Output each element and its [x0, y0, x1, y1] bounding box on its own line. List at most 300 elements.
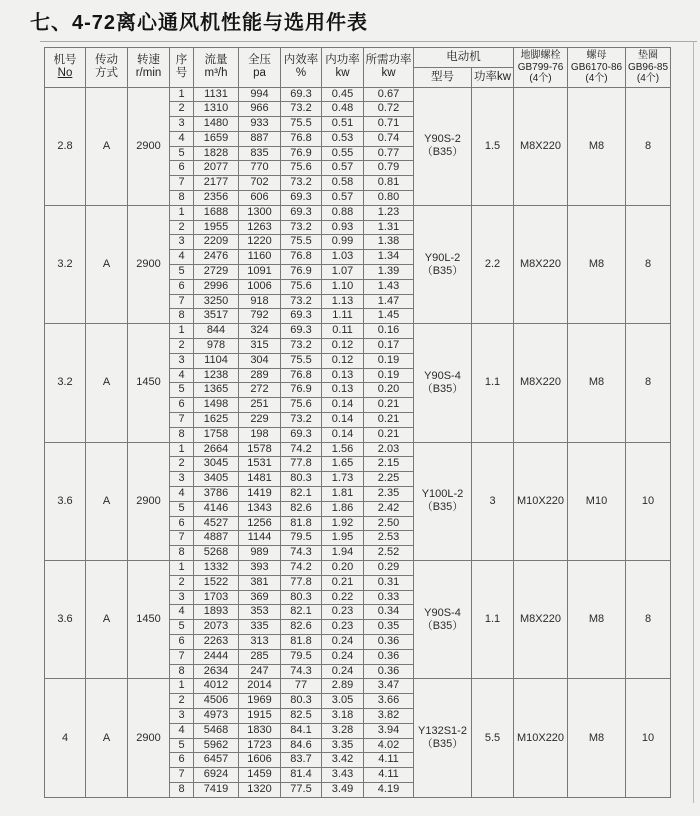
- cell-seq: 2: [170, 220, 194, 235]
- cell-seq: 1: [170, 205, 194, 220]
- cell-required-power: 4.11: [364, 753, 414, 768]
- cell-flow: 4527: [194, 516, 239, 531]
- cell-washer: 8: [626, 205, 671, 323]
- cell-flow: 2073: [194, 620, 239, 635]
- cell-internal-power: 0.24: [322, 649, 364, 664]
- motor-model-line1: Y100L-2: [421, 488, 464, 501]
- cell-required-power: 0.17: [364, 339, 414, 354]
- cell-flow: 1238: [194, 368, 239, 383]
- header-pressure-line1: 全压: [248, 54, 271, 67]
- cell-internal-power: 0.58: [322, 176, 364, 191]
- cell-internal-power: 1.10: [322, 279, 364, 294]
- cell-efficiency: 82.1: [281, 487, 322, 502]
- cell-efficiency: 73.2: [281, 176, 322, 191]
- cell-seq: 4: [170, 250, 194, 265]
- cell-internal-power: 0.23: [322, 620, 364, 635]
- cell-pressure: 1606: [239, 753, 281, 768]
- header-internal-power: [322, 48, 364, 88]
- cell-efficiency: 69.3: [281, 309, 322, 324]
- cell-flow: 978: [194, 339, 239, 354]
- cell-seq: 8: [170, 664, 194, 679]
- cell-internal-power: 0.93: [322, 220, 364, 235]
- cell-pressure: 966: [239, 102, 281, 117]
- cell-flow: 1365: [194, 383, 239, 398]
- cell-flow: 2077: [194, 161, 239, 176]
- cell-flow: 2444: [194, 649, 239, 664]
- cell-internal-power: 0.55: [322, 146, 364, 161]
- cell-flow: 1758: [194, 427, 239, 442]
- cell-seq: 4: [170, 605, 194, 620]
- cell-efficiency: 80.3: [281, 694, 322, 709]
- cell-flow: 1104: [194, 353, 239, 368]
- cell-pressure: 792: [239, 309, 281, 324]
- cell-rpm: 2900: [128, 442, 170, 560]
- cell-washer: 10: [626, 679, 671, 797]
- cell-pressure: 933: [239, 117, 281, 132]
- cell-seq: 6: [170, 279, 194, 294]
- cell-seq: 5: [170, 383, 194, 398]
- cell-flow: 2634: [194, 664, 239, 679]
- cell-efficiency: 73.2: [281, 220, 322, 235]
- cell-seq: 1: [170, 324, 194, 339]
- cell-seq: 4: [170, 487, 194, 502]
- cell-pressure: 369: [239, 590, 281, 605]
- motor-model-line2: （B35）: [421, 264, 464, 277]
- cell-pressure: 1160: [239, 250, 281, 265]
- cell-seq: 6: [170, 161, 194, 176]
- cell-fan-no: 3.2: [45, 205, 86, 323]
- cell-required-power: 0.77: [364, 146, 414, 161]
- cell-flow: 2356: [194, 191, 239, 206]
- cell-motor-power: 1.1: [472, 324, 514, 442]
- cell-flow: 1828: [194, 146, 239, 161]
- header-pressure: [239, 48, 281, 88]
- cell-pressure: 887: [239, 131, 281, 146]
- header-fan-no-line1: 机号: [53, 54, 77, 67]
- cell-flow: 4146: [194, 501, 239, 516]
- table-row: [45, 324, 671, 339]
- header-required-power-line1: 所需功率: [365, 54, 412, 67]
- cell-required-power: 3.82: [364, 708, 414, 723]
- cell-required-power: 0.21: [364, 413, 414, 428]
- cell-internal-power: 3.28: [322, 723, 364, 738]
- motor-model-line1: Y90S-2: [424, 133, 461, 146]
- cell-internal-power: 0.22: [322, 590, 364, 605]
- cell-flow: 1480: [194, 117, 239, 132]
- cell-required-power: 1.45: [364, 309, 414, 324]
- cell-required-power: 4.19: [364, 782, 414, 797]
- cell-required-power: 0.71: [364, 117, 414, 132]
- header-anchor-bolt-line2: GB799-76: [517, 61, 564, 73]
- cell-pressure: 1144: [239, 531, 281, 546]
- cell-efficiency: 76.9: [281, 146, 322, 161]
- cell-required-power: 2.25: [364, 472, 414, 487]
- cell-internal-power: 1.65: [322, 457, 364, 472]
- cell-pressure: 1263: [239, 220, 281, 235]
- cell-pressure: 606: [239, 191, 281, 206]
- header-internal-power-line1: 内功率: [325, 54, 360, 67]
- cell-rpm: 2900: [128, 87, 170, 205]
- cell-flow: 4506: [194, 694, 239, 709]
- cell-required-power: 4.02: [364, 738, 414, 753]
- cell-efficiency: 75.5: [281, 235, 322, 250]
- cell-internal-power: 1.13: [322, 294, 364, 309]
- cell-efficiency: 80.3: [281, 590, 322, 605]
- header-efficiency-line1: 内效率: [283, 54, 319, 67]
- page-title: 七、4-72离心通风机性能与选用件表: [30, 12, 369, 34]
- cell-pressure: 1220: [239, 235, 281, 250]
- cell-flow: 3045: [194, 457, 239, 472]
- cell-efficiency: 75.5: [281, 353, 322, 368]
- cell-flow: 6924: [194, 768, 239, 783]
- cell-flow: 2729: [194, 265, 239, 280]
- cell-required-power: 3.94: [364, 723, 414, 738]
- cell-seq: 3: [170, 472, 194, 487]
- header-efficiency-line2: %: [295, 67, 307, 80]
- cell-internal-power: 0.48: [322, 102, 364, 117]
- cell-seq: 5: [170, 620, 194, 635]
- cell-pressure: 1915: [239, 708, 281, 723]
- cell-flow: 5268: [194, 546, 239, 561]
- cell-required-power: 0.31: [364, 575, 414, 590]
- cell-required-power: 0.21: [364, 398, 414, 413]
- cell-seq: 6: [170, 516, 194, 531]
- cell-seq: 8: [170, 782, 194, 797]
- cell-seq: 5: [170, 501, 194, 516]
- cell-required-power: 2.42: [364, 501, 414, 516]
- header-anchor-bolt-line3: (4个): [529, 73, 552, 84]
- cell-flow: 7419: [194, 782, 239, 797]
- cell-required-power: 0.74: [364, 131, 414, 146]
- cell-flow: 1893: [194, 605, 239, 620]
- cell-drive-type: A: [86, 87, 128, 205]
- cell-efficiency: 80.3: [281, 472, 322, 487]
- cell-efficiency: 69.3: [281, 324, 322, 339]
- table-row: [45, 442, 671, 457]
- header-seq: [170, 48, 194, 88]
- header-rpm-line1: 转速: [137, 54, 160, 67]
- cell-rpm: 2900: [128, 205, 170, 323]
- cell-required-power: 0.36: [364, 664, 414, 679]
- cell-internal-power: 1.03: [322, 250, 364, 265]
- cell-pressure: 393: [239, 561, 281, 576]
- cell-flow: 3786: [194, 487, 239, 502]
- cell-internal-power: 0.14: [322, 427, 364, 442]
- header-rpm: [128, 48, 170, 88]
- header-efficiency: [281, 48, 322, 88]
- cell-flow: 2996: [194, 279, 239, 294]
- cell-flow: 3405: [194, 472, 239, 487]
- cell-internal-power: 1.95: [322, 531, 364, 546]
- cell-flow: 1659: [194, 131, 239, 146]
- cell-pressure: 989: [239, 546, 281, 561]
- page-border-right-line: [693, 41, 694, 803]
- cell-internal-power: 3.43: [322, 768, 364, 783]
- cell-anchor-bolt: M8X220: [514, 324, 568, 442]
- cell-pressure: 1481: [239, 472, 281, 487]
- cell-required-power: 0.34: [364, 605, 414, 620]
- cell-efficiency: 74.3: [281, 546, 322, 561]
- cell-efficiency: 73.2: [281, 339, 322, 354]
- cell-efficiency: 81.8: [281, 516, 322, 531]
- cell-efficiency: 73.2: [281, 413, 322, 428]
- cell-efficiency: 77: [281, 679, 322, 694]
- cell-internal-power: 2.89: [322, 679, 364, 694]
- cell-seq: 5: [170, 146, 194, 161]
- cell-motor-power: 5.5: [472, 679, 514, 797]
- cell-efficiency: 83.7: [281, 753, 322, 768]
- cell-flow: 1522: [194, 575, 239, 590]
- cell-seq: 2: [170, 102, 194, 117]
- header-motor-power: [472, 67, 514, 87]
- cell-seq: 7: [170, 176, 194, 191]
- cell-seq: 2: [170, 694, 194, 709]
- cell-pressure: 1830: [239, 723, 281, 738]
- header-nut: [568, 48, 626, 88]
- cell-motor-power: 2.2: [472, 205, 514, 323]
- motor-model-line2: （B35）: [421, 382, 464, 395]
- cell-pressure: 1320: [239, 782, 281, 797]
- motor-model-line1: Y132S1-2: [418, 725, 467, 738]
- cell-pressure: 381: [239, 575, 281, 590]
- cell-seq: 5: [170, 265, 194, 280]
- table-header: [45, 48, 671, 88]
- motor-model-line2: （B35）: [421, 619, 464, 632]
- cell-flow: 5962: [194, 738, 239, 753]
- header-motor-model-label: 型号: [431, 70, 454, 83]
- motor-model-line1: Y90S-4: [424, 606, 461, 619]
- cell-pressure: 994: [239, 87, 281, 102]
- cell-internal-power: 1.86: [322, 501, 364, 516]
- cell-motor-power: 1.1: [472, 561, 514, 679]
- cell-internal-power: 0.57: [322, 191, 364, 206]
- cell-drive-type: A: [86, 679, 128, 797]
- cell-pressure: 289: [239, 368, 281, 383]
- cell-pressure: 353: [239, 605, 281, 620]
- header-washer-line1: 垫圈: [638, 50, 658, 61]
- header-nut-line1: 螺母: [586, 50, 607, 61]
- cell-flow: 4012: [194, 679, 239, 694]
- cell-washer: 8: [626, 324, 671, 442]
- header-motor-power-label: 功率kw: [473, 70, 512, 83]
- cell-seq: 3: [170, 590, 194, 605]
- cell-fan-no: 3.6: [45, 442, 86, 560]
- cell-drive-type: A: [86, 205, 128, 323]
- cell-internal-power: 0.24: [322, 634, 364, 649]
- cell-efficiency: 75.5: [281, 117, 322, 132]
- cell-pressure: 229: [239, 413, 281, 428]
- cell-required-power: 3.66: [364, 694, 414, 709]
- cell-anchor-bolt: M8X220: [514, 205, 568, 323]
- cell-seq: 3: [170, 235, 194, 250]
- cell-efficiency: 76.8: [281, 368, 322, 383]
- header-rpm-line2: r/min: [135, 67, 162, 80]
- cell-washer: 8: [626, 87, 671, 205]
- cell-washer: 10: [626, 442, 671, 560]
- cell-rpm: 2900: [128, 679, 170, 797]
- cell-efficiency: 75.6: [281, 279, 322, 294]
- cell-required-power: 1.38: [364, 235, 414, 250]
- header-motor-label: 电动机: [446, 50, 481, 63]
- cell-flow: 1688: [194, 205, 239, 220]
- cell-motor-model: [414, 561, 472, 679]
- cell-required-power: 2.35: [364, 487, 414, 502]
- cell-pressure: 1531: [239, 457, 281, 472]
- cell-seq: 2: [170, 339, 194, 354]
- cell-efficiency: 69.3: [281, 87, 322, 102]
- cell-nut: M8: [568, 679, 626, 797]
- cell-internal-power: 3.42: [322, 753, 364, 768]
- cell-motor-model: [414, 324, 472, 442]
- cell-flow: 1332: [194, 561, 239, 576]
- cell-seq: 7: [170, 413, 194, 428]
- cell-required-power: 0.79: [364, 161, 414, 176]
- header-row-1: [45, 48, 671, 68]
- cell-pressure: 247: [239, 664, 281, 679]
- motor-model-line2: （B35）: [421, 501, 464, 514]
- header-flow-line1: 流量: [204, 54, 228, 67]
- cell-drive-type: A: [86, 561, 128, 679]
- header-drive-line1: 传动: [95, 54, 118, 67]
- cell-required-power: 2.52: [364, 546, 414, 561]
- cell-pressure: 1459: [239, 768, 281, 783]
- cell-efficiency: 81.4: [281, 768, 322, 783]
- cell-efficiency: 75.6: [281, 398, 322, 413]
- cell-seq: 6: [170, 753, 194, 768]
- cell-motor-power: 3: [472, 442, 514, 560]
- cell-nut: M10: [568, 442, 626, 560]
- cell-required-power: 1.31: [364, 220, 414, 235]
- cell-seq: 1: [170, 442, 194, 457]
- motor-model-line2: （B35）: [421, 738, 464, 751]
- cell-pressure: 1091: [239, 265, 281, 280]
- cell-anchor-bolt: M10X220: [514, 679, 568, 797]
- cell-flow: 5468: [194, 723, 239, 738]
- cell-flow: 2177: [194, 176, 239, 191]
- cell-anchor-bolt: M10X220: [514, 442, 568, 560]
- header-motor-group: [414, 48, 514, 68]
- cell-internal-power: 1.73: [322, 472, 364, 487]
- motor-model-line1: Y90S-4: [424, 369, 461, 382]
- cell-internal-power: 0.24: [322, 664, 364, 679]
- cell-required-power: 0.33: [364, 590, 414, 605]
- header-internal-power-line2: kw: [335, 67, 350, 80]
- cell-rpm: 1450: [128, 324, 170, 442]
- cell-pressure: 1578: [239, 442, 281, 457]
- cell-seq: 7: [170, 768, 194, 783]
- cell-efficiency: 84.6: [281, 738, 322, 753]
- cell-nut: M8: [568, 205, 626, 323]
- cell-flow: 2263: [194, 634, 239, 649]
- cell-seq: 4: [170, 723, 194, 738]
- cell-pressure: 315: [239, 339, 281, 354]
- cell-required-power: 0.29: [364, 561, 414, 576]
- cell-required-power: 0.36: [364, 649, 414, 664]
- header-washer: [626, 48, 671, 88]
- cell-efficiency: 77.5: [281, 782, 322, 797]
- cell-pressure: 1969: [239, 694, 281, 709]
- cell-efficiency: 69.3: [281, 191, 322, 206]
- cell-seq: 8: [170, 191, 194, 206]
- cell-pressure: 770: [239, 161, 281, 176]
- cell-pressure: 324: [239, 324, 281, 339]
- cell-efficiency: 69.3: [281, 205, 322, 220]
- cell-anchor-bolt: M8X220: [514, 561, 568, 679]
- cell-pressure: 1723: [239, 738, 281, 753]
- cell-motor-power: 1.5: [472, 87, 514, 205]
- cell-flow: 3250: [194, 294, 239, 309]
- cell-flow: 1625: [194, 413, 239, 428]
- header-required-power-line2: kw: [381, 67, 396, 80]
- cell-flow: 1131: [194, 87, 239, 102]
- cell-seq: 2: [170, 575, 194, 590]
- cell-internal-power: 3.05: [322, 694, 364, 709]
- cell-required-power: 0.16: [364, 324, 414, 339]
- cell-fan-no: 4: [45, 679, 86, 797]
- header-nut-line2: GB6170-86: [570, 61, 623, 73]
- cell-internal-power: 0.14: [322, 413, 364, 428]
- cell-motor-model: [414, 679, 472, 797]
- cell-required-power: 0.80: [364, 191, 414, 206]
- cell-flow: 1955: [194, 220, 239, 235]
- table-row: [45, 205, 671, 220]
- header-nut-line3: (4个): [585, 73, 608, 84]
- cell-flow: 1498: [194, 398, 239, 413]
- cell-internal-power: 0.45: [322, 87, 364, 102]
- cell-efficiency: 82.6: [281, 620, 322, 635]
- cell-flow: 2664: [194, 442, 239, 457]
- header-fan-no: [45, 48, 86, 88]
- cell-rpm: 1450: [128, 561, 170, 679]
- cell-seq: 8: [170, 546, 194, 561]
- cell-efficiency: 82.6: [281, 501, 322, 516]
- cell-efficiency: 82.5: [281, 708, 322, 723]
- cell-seq: 6: [170, 634, 194, 649]
- cell-required-power: 0.67: [364, 87, 414, 102]
- cell-seq: 4: [170, 368, 194, 383]
- cell-efficiency: 79.5: [281, 531, 322, 546]
- header-seq-line2: 号: [175, 67, 188, 80]
- header-anchor-bolt-line1: 地脚螺栓: [520, 50, 561, 61]
- cell-flow: 2209: [194, 235, 239, 250]
- cell-required-power: 1.23: [364, 205, 414, 220]
- cell-efficiency: 82.1: [281, 605, 322, 620]
- cell-flow: 4887: [194, 531, 239, 546]
- cell-internal-power: 3.35: [322, 738, 364, 753]
- cell-seq: 7: [170, 294, 194, 309]
- header-seq-line1: 序: [175, 54, 188, 67]
- cell-internal-power: 1.07: [322, 265, 364, 280]
- cell-seq: 1: [170, 87, 194, 102]
- cell-internal-power: 0.13: [322, 368, 364, 383]
- cell-flow: 2476: [194, 250, 239, 265]
- cell-efficiency: 79.5: [281, 649, 322, 664]
- cell-flow: 3517: [194, 309, 239, 324]
- cell-seq: 1: [170, 679, 194, 694]
- cell-internal-power: 0.88: [322, 205, 364, 220]
- cell-required-power: 0.35: [364, 620, 414, 635]
- cell-internal-power: 0.20: [322, 561, 364, 576]
- cell-internal-power: 0.12: [322, 353, 364, 368]
- cell-internal-power: 0.99: [322, 235, 364, 250]
- page-border-top-line: [40, 41, 697, 42]
- cell-washer: 8: [626, 561, 671, 679]
- cell-required-power: 4.11: [364, 768, 414, 783]
- cell-pressure: 313: [239, 634, 281, 649]
- header-anchor-bolt: [514, 48, 568, 88]
- cell-required-power: 0.20: [364, 383, 414, 398]
- cell-pressure: 2014: [239, 679, 281, 694]
